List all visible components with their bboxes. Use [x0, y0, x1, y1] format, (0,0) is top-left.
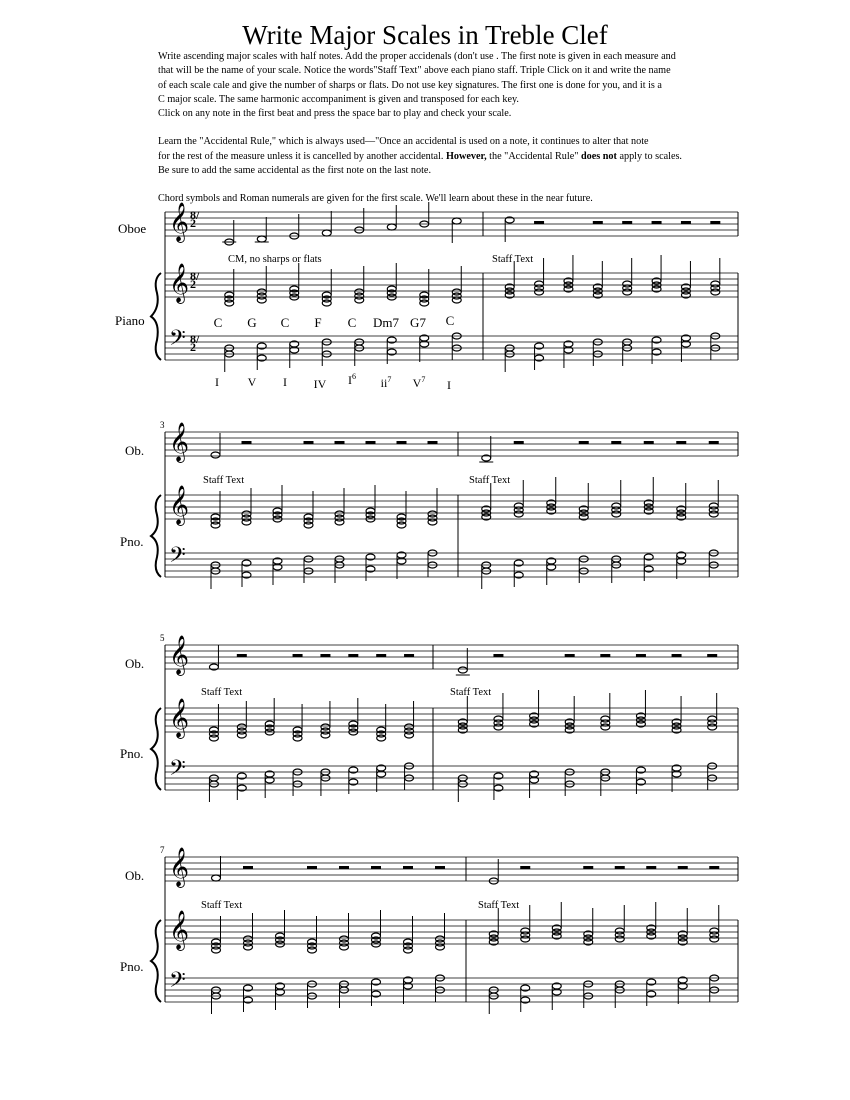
t: ii — [380, 376, 388, 390]
half-rest-icon — [376, 654, 386, 657]
half-rest-icon — [636, 654, 646, 657]
staff-text[interactable]: Staff Text — [201, 900, 243, 911]
half-rest-icon — [583, 866, 593, 869]
half-rest-icon — [615, 866, 625, 869]
roman-numeral — [215, 375, 219, 390]
half-rest-icon — [652, 221, 662, 224]
roman-numeral — [283, 375, 287, 390]
half-rest-icon — [611, 441, 621, 444]
treble-clef-icon: 𝄞 — [169, 910, 190, 950]
half-rest-icon — [320, 654, 330, 657]
staff-text[interactable]: Staff Text — [201, 687, 243, 698]
instr-line: Learn the "Accidental Rule," which is always used—"Once an accidental is used on a note, it continues to alter that note — [158, 136, 649, 148]
instr-line: Chord symbols and Roman numerals are given for the first scale. We'll learn about these in the near future. — [158, 193, 593, 205]
t: IV — [313, 377, 327, 391]
half-rest-icon — [428, 441, 438, 444]
half-rest-icon — [237, 654, 247, 657]
staff-text[interactable]: Staff Text — [478, 900, 520, 911]
half-rest-icon — [707, 654, 717, 657]
chord-symbol: Dm7 — [373, 315, 399, 330]
roman-numeral — [348, 372, 356, 388]
bass-clef-icon: 𝄢 — [169, 756, 186, 786]
time-signature-oboe: 8/2 — [190, 208, 200, 231]
chord-note — [335, 511, 344, 517]
t: I — [283, 375, 287, 389]
half-rest-icon — [339, 866, 349, 869]
piano-brace — [151, 920, 161, 1002]
chord-note — [711, 281, 720, 287]
t: 7 — [387, 375, 392, 384]
half-rest-icon — [493, 654, 503, 657]
half-rest-icon — [403, 866, 413, 869]
chord-note — [709, 503, 718, 509]
chord-symbol: G7 — [410, 315, 426, 330]
treble-clef-icon: 𝄞 — [169, 263, 190, 303]
t: I — [348, 373, 352, 387]
chord-note — [242, 511, 251, 517]
half-rest-icon — [565, 654, 575, 657]
instrument-piano: Pno. — [120, 746, 144, 761]
half-rest-icon — [579, 441, 589, 444]
treble-clef-icon: 𝄞 — [169, 202, 190, 242]
roman-numeral — [447, 378, 451, 393]
roman-numeral — [413, 375, 426, 391]
half-rest-icon — [293, 654, 303, 657]
chord-note — [708, 716, 717, 722]
half-rest-icon — [678, 866, 688, 869]
instrument-piano: Piano — [115, 313, 145, 328]
chord-note — [601, 716, 610, 722]
staff-text[interactable]: Staff Text — [203, 475, 245, 486]
instr-line: Write ascending major scales with half notes. Add the proper accidenals (don't use . The first note is given in each measure and — [158, 51, 676, 62]
half-rest-icon — [644, 441, 654, 444]
half-rest-icon — [622, 221, 632, 224]
treble-clef-icon: 𝄞 — [169, 635, 190, 675]
t: 7 — [421, 375, 426, 384]
instr-line: C major scale. The same harmonic accompaniment is given and transposed for each key. — [158, 93, 519, 105]
t: 6 — [352, 372, 356, 381]
chord-note — [428, 511, 437, 517]
chord-note — [355, 289, 364, 295]
chord-note — [244, 936, 253, 942]
instrument-oboe: Ob. — [125, 656, 145, 671]
t: V — [412, 376, 422, 390]
oboe-note — [257, 236, 266, 242]
half-rest-icon — [600, 654, 610, 657]
chord-note — [340, 936, 349, 942]
half-rest-icon — [520, 866, 530, 869]
t: the "Accidental Rule" — [486, 150, 581, 162]
oboe-note — [458, 667, 467, 673]
t: for the rest of the measure unless it is cancelled by another accidental. — [158, 150, 446, 162]
instrument-piano: Pno. — [120, 534, 144, 549]
chord-note — [494, 716, 503, 722]
treble-clef-icon: 𝄞 — [169, 485, 190, 525]
instrument-piano: Pno. — [120, 959, 144, 974]
oboe-note — [212, 875, 221, 881]
t: I — [447, 378, 451, 392]
measure-number: 3 — [160, 420, 165, 430]
instrument-oboe: Ob. — [125, 868, 145, 883]
time-signature-piano-treble: 8/2 — [190, 269, 200, 292]
roman-numeral — [381, 375, 392, 391]
roman-numeral — [248, 375, 257, 390]
half-rest-icon — [709, 441, 719, 444]
t: does not — [580, 150, 617, 162]
chord-note — [623, 281, 632, 287]
half-rest-icon — [242, 441, 252, 444]
chord-note — [535, 281, 544, 287]
chord-note — [710, 928, 719, 934]
oboe-note — [322, 230, 331, 236]
chord-symbol: C — [280, 315, 290, 330]
half-rest-icon — [348, 654, 358, 657]
score-title: Write Major Scales in Treble Clef — [242, 20, 608, 50]
chord-symbol: C — [445, 313, 455, 328]
half-rest-icon — [307, 866, 317, 869]
staff-text[interactable]: Staff Text — [469, 475, 511, 486]
half-rest-icon — [514, 441, 524, 444]
instr-line: that will be the name of your scale. Notice the words"Staff Text" above each piano staff. Triple Click on it and write the name — [158, 65, 671, 77]
bass-clef-icon: 𝄢 — [169, 543, 186, 573]
chord-note — [615, 928, 624, 934]
measure-number: 5 — [160, 633, 165, 643]
chord-symbol: F — [314, 315, 322, 330]
treble-clef-icon: 𝄞 — [169, 847, 190, 887]
half-rest-icon — [335, 441, 345, 444]
half-rest-icon — [404, 654, 414, 657]
chord-note — [237, 724, 246, 730]
half-rest-icon — [593, 221, 603, 224]
oboe-note — [452, 218, 461, 224]
half-rest-icon — [371, 866, 381, 869]
chord-note — [452, 289, 461, 295]
t: apply to scales. — [616, 150, 682, 162]
chord-symbol: C — [213, 315, 223, 330]
instr-line: of each scale cale and give the number of sharps or flats. Do not use key signatures. The first one is done for you, and it is a — [158, 79, 662, 91]
half-rest-icon — [534, 221, 544, 224]
half-rest-icon — [435, 866, 445, 869]
half-rest-icon — [366, 441, 376, 444]
piano-brace — [151, 273, 161, 360]
half-rest-icon — [672, 654, 682, 657]
oboe-note — [387, 224, 396, 230]
bass-clef-icon: 𝄢 — [169, 968, 186, 998]
half-rest-icon — [397, 441, 407, 444]
measure-number: 7 — [160, 845, 165, 855]
half-rest-icon — [243, 866, 253, 869]
chord-symbol: C — [347, 315, 357, 330]
t: However, — [445, 150, 487, 162]
chord-note — [521, 928, 530, 934]
chord-note — [514, 503, 523, 509]
staff-text[interactable]: Staff Text — [492, 254, 534, 265]
half-rest-icon — [681, 221, 691, 224]
instrument-oboe: Oboe — [118, 221, 147, 236]
chord-note — [612, 503, 621, 509]
treble-clef-icon: 𝄞 — [169, 698, 190, 738]
chord-note — [405, 724, 414, 730]
piano-brace — [151, 708, 161, 790]
chord-note — [321, 724, 330, 730]
half-rest-icon — [304, 441, 314, 444]
piano-brace — [151, 495, 161, 577]
roman-numeral — [314, 377, 327, 392]
staff-text[interactable]: Staff Text — [450, 687, 492, 698]
half-rest-icon — [646, 866, 656, 869]
chord-note — [257, 289, 266, 295]
instrument-oboe: Ob. — [125, 443, 145, 458]
staff-text[interactable]: CM, no sharps or flats — [228, 254, 322, 265]
half-rest-icon — [710, 221, 720, 224]
half-rest-icon — [676, 441, 686, 444]
instr-line: Be sure to add the same accidental as the first note on the last note. — [158, 165, 431, 177]
bass-clef-icon: 𝄢 — [169, 326, 186, 356]
chord-symbol: G — [247, 315, 257, 330]
chord-note — [436, 936, 445, 942]
half-rest-icon — [709, 866, 719, 869]
t: V — [247, 375, 257, 389]
treble-clef-icon: 𝄞 — [169, 422, 190, 462]
time-signature-piano-bass: 8/2 — [190, 332, 200, 355]
t: I — [215, 375, 219, 389]
instr-line: Click on any note in the first beat and press the space bar to play and check your scale. — [158, 108, 512, 120]
oboe-note — [211, 452, 220, 458]
